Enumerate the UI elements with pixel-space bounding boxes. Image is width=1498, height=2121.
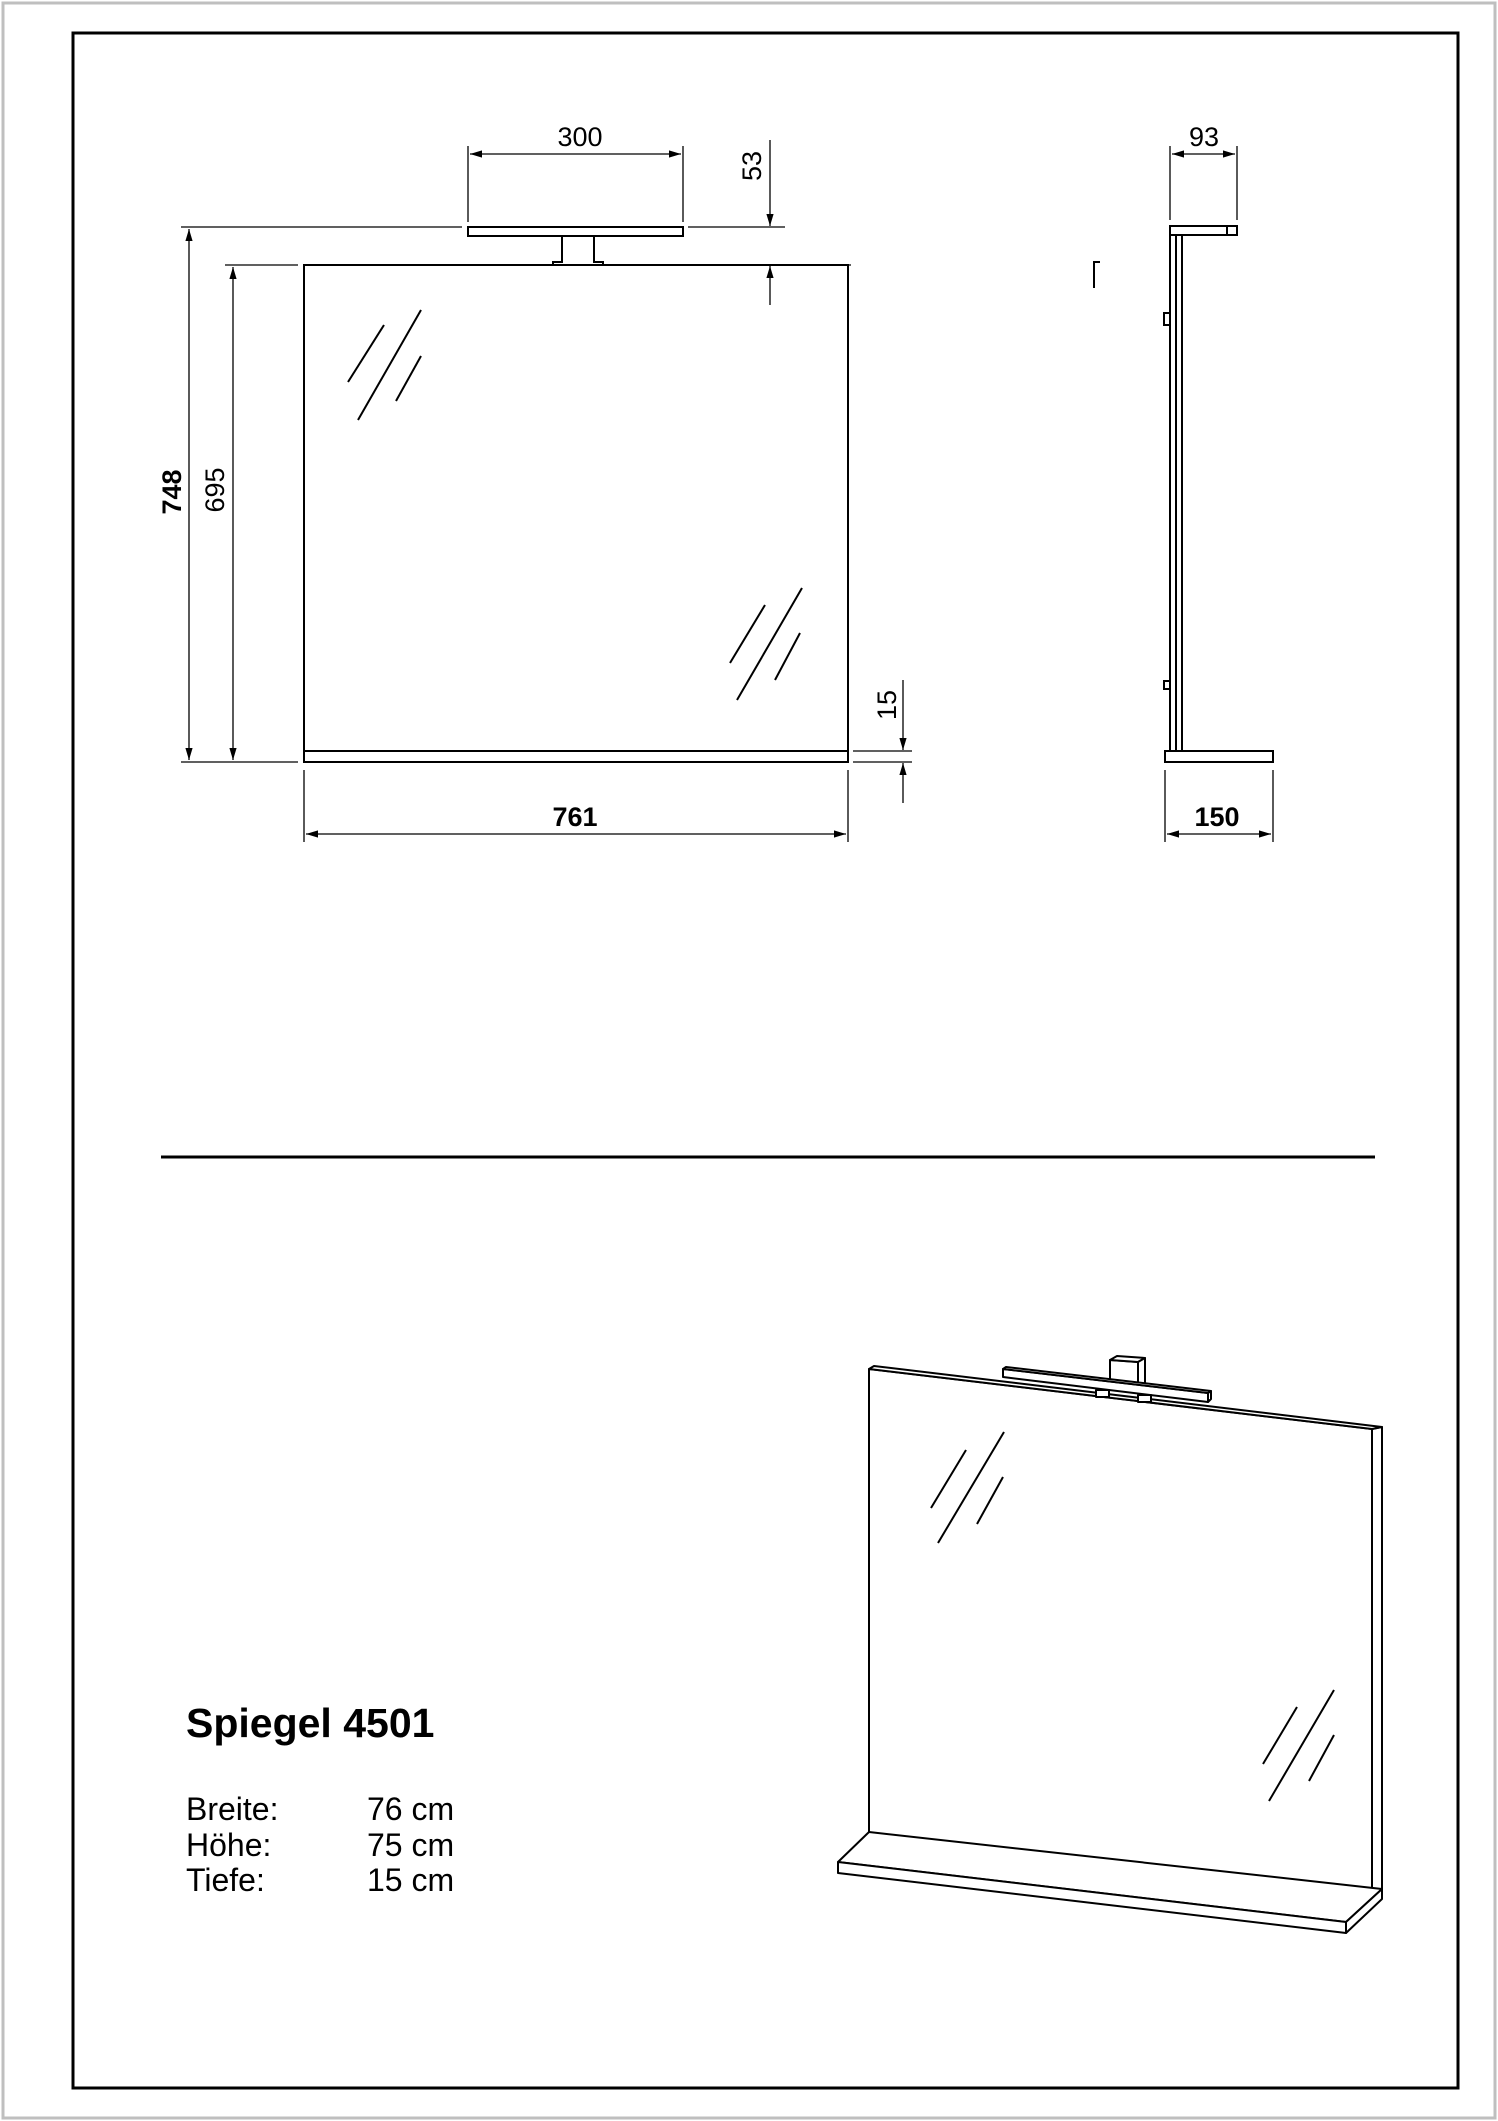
label-total-depth: 150 (1194, 802, 1240, 832)
front-view (304, 227, 848, 762)
spec-label-depth: Tiefe: (186, 1862, 265, 1898)
product-specs (186, 1791, 454, 1898)
spec-value-depth: 15 cm (367, 1862, 455, 1898)
front-lamp-stem (553, 236, 603, 266)
spec-value-height: 75 cm (367, 1827, 455, 1863)
label-shelf-height: 15 (872, 689, 902, 721)
side-hook-symbol (1094, 262, 1100, 288)
label-total-height: 748 (157, 469, 187, 515)
label-lamp-depth: 93 (1188, 122, 1220, 152)
label-mirror-height: 695 (200, 467, 230, 513)
label-lamp-width: 300 (557, 122, 603, 152)
front-lamp-bar (468, 227, 683, 236)
spec-value-width: 76 cm (367, 1791, 455, 1827)
front-shelf (304, 751, 848, 762)
side-view (1094, 226, 1273, 762)
label-lamp-height: 53 (737, 150, 767, 182)
spec-label-width: Breite: (186, 1791, 279, 1827)
front-mirror (304, 265, 848, 752)
perspective-view (838, 1356, 1382, 1933)
side-lamp-arm (1170, 226, 1227, 235)
product-title: Spiegel 4501 (186, 1700, 435, 1746)
label-total-width: 761 (552, 802, 598, 832)
spec-label-height: Höhe: (186, 1827, 272, 1863)
perspective-mirror-face (869, 1369, 1372, 1893)
side-shelf-profile (1165, 751, 1273, 762)
